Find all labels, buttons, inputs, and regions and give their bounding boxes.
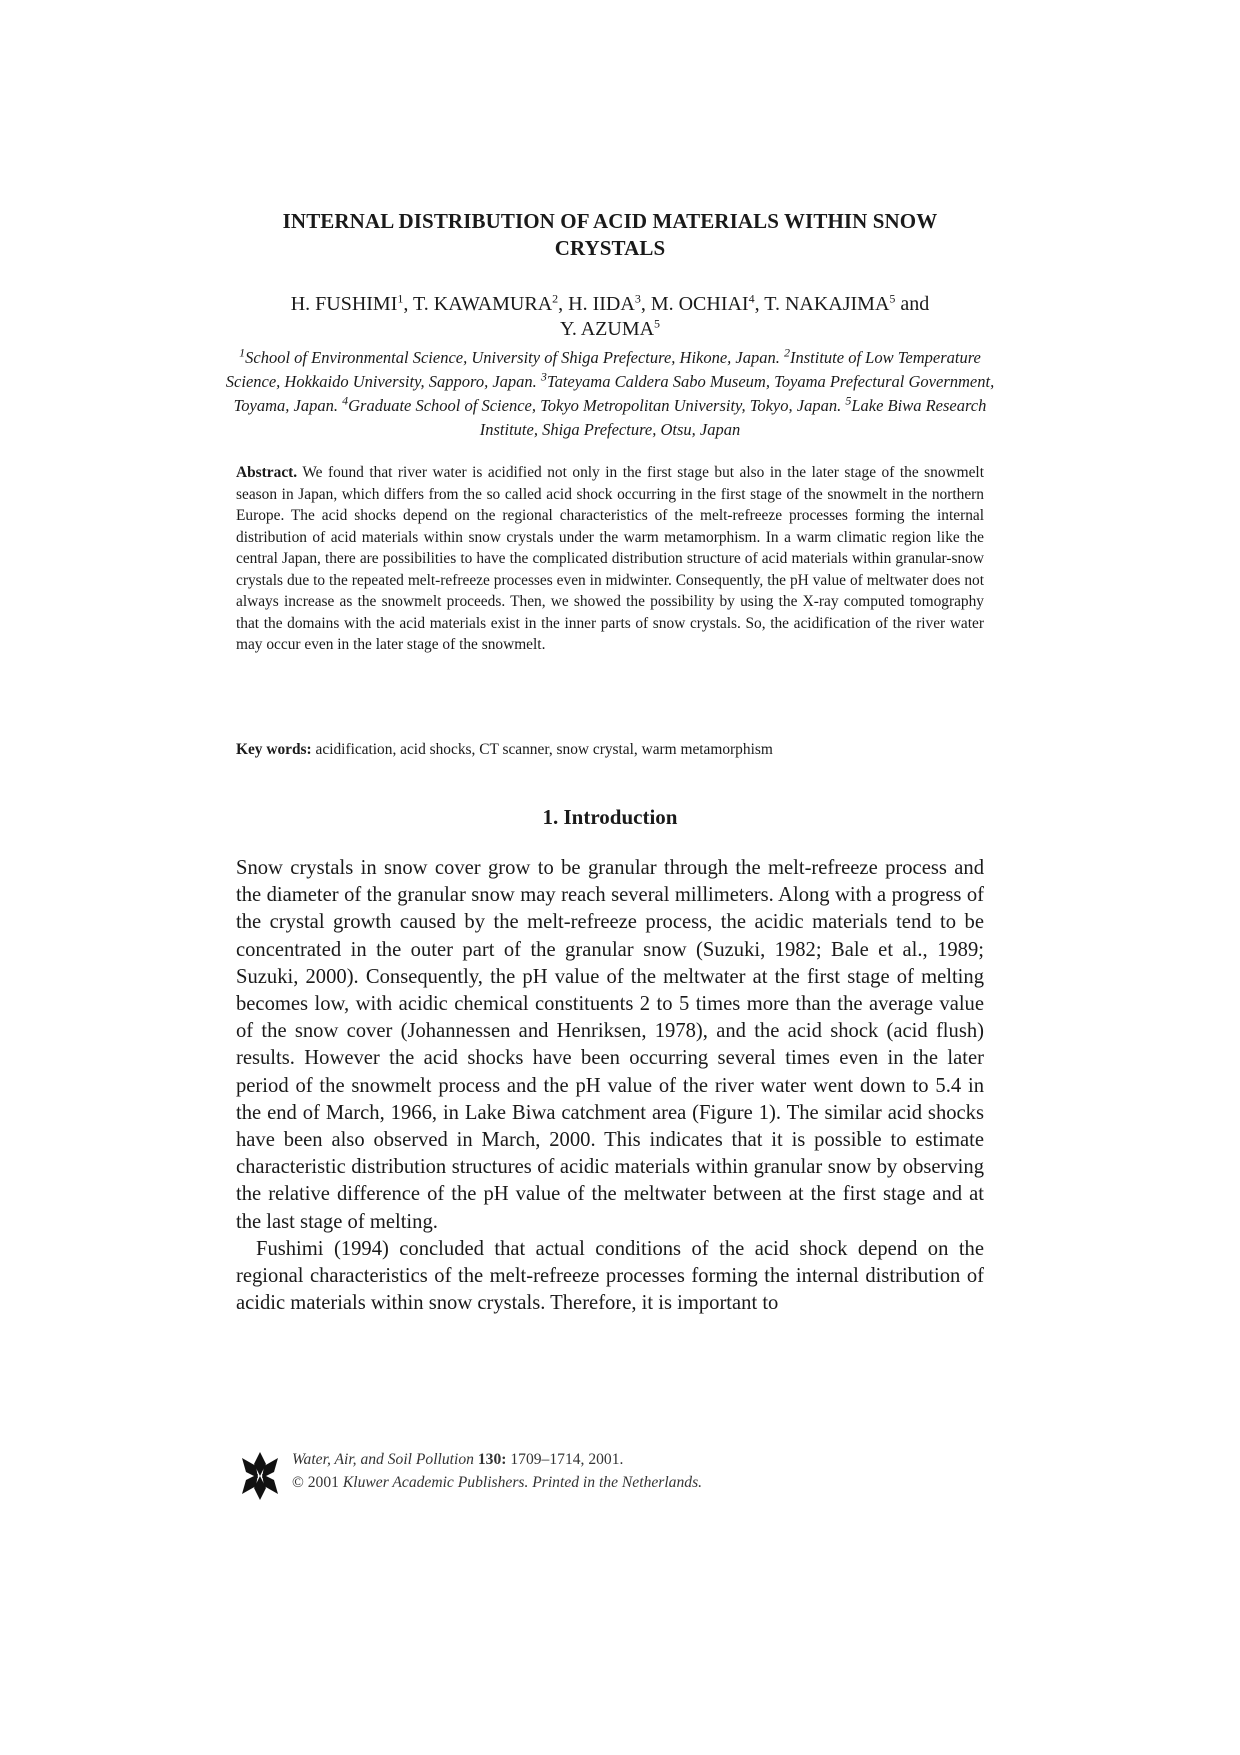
copyright-year: © 2001 <box>292 1474 339 1491</box>
journal-pages: 1709–1714, 2001. <box>510 1451 624 1468</box>
author-separator: , <box>754 293 765 315</box>
keywords-text: acidification, acid shocks, CT scanner, snow crystal, warm metamorphism <box>315 741 773 758</box>
abstract-label: Abstract. <box>236 464 298 481</box>
affil-mark: 2 <box>784 345 790 360</box>
body-paragraph: Snow crystals in snow cover grow to be granular through the melt-refreeze process and the diameter of the granular snow may reach several millimeters. Along with a progress of the crystal growth caused by the melt-refreeze process, the acidic materials tend to be concentrated in the outer part of the granular snow (Suzuki, 1982; Bale et al., 1989; Suzuki, 2000). Consequently, the pH value of the meltwater at the first stage of melting becomes low, with acidic chemical constituents 2 to 5 times more than the average value of the snow cover (Johannessen and Henriksen, 1978), and the acid shock (acid flush) results. However the acid shocks have been occurring several times even in the later period of the snowmelt process and the pH value of the river water went down to 5.4 in the end of March, 1966, in Lake Biwa catchment area (Figure 1). The similar acid shocks have been also observed in March, 2000. This indicates that it is possible to estimate characteristic distribution structures of acidic materials within granular snow by observing the relative difference of the pH value of the meltwater between at the first stage and at the last stage of melting. <box>236 857 984 1233</box>
author-separator: , <box>640 293 651 315</box>
publisher-logo-icon <box>238 1448 282 1504</box>
title-line-2: CRYSTALS <box>554 236 666 260</box>
author-name: T. NAKAJIMA <box>764 293 890 315</box>
author-name: Y. AZUMA <box>559 318 655 340</box>
affiliation-text: School of Environmental Science, University of Shiga Prefecture, Hikone, Japan. <box>245 348 780 367</box>
abstract-text: We found that river water is acidified not only in the first stage but also in the later stage of the snowmelt season in Japan, which differs from the so called acid shock occurring in the first stage of the snowmelt in the northern Europe. The acid shocks depend on the regional characteristics of the melt-refreeze processes forming the internal distribution of acid materials within snow crystals under the warm metamorphism. In a warm climatic region like the central Japan, there are possibilities to have the complicated distribution structure of acid materials within granular-snow crystals due to the repeated melt-refreeze processes even in midwinter. Consequently, the pH value of meltwater does not always increase as the snowmelt proceeds. Then, we showed the possibility by using the X-ray computed tomography that the domains with the acid materials exist in the inner parts of snow crystals. So, the acidification of the river water may occur even in the later stage of the snowmelt. <box>236 464 984 653</box>
affiliation-text: Graduate School of Science, Tokyo Metropolitan University, Tokyo, Japan. <box>348 396 842 415</box>
author-list <box>200 292 1020 342</box>
affiliations <box>220 346 1000 442</box>
body-paragraph: Fushimi (1994) concluded that actual conditions of the acid shock depend on the regional characteristics of the melt-refreeze processes forming the internal distribution of acidic materials within snow crystals. Therefore, it is important to <box>236 1237 984 1315</box>
author-affil-mark: 1 <box>397 291 404 306</box>
author-affil-mark: 5 <box>889 291 896 306</box>
affil-mark: 1 <box>239 345 246 360</box>
affil-mark: 5 <box>845 393 852 408</box>
affil-mark: 3 <box>540 369 547 384</box>
author-separator: , <box>403 293 414 315</box>
authors-line-2 <box>200 317 1020 342</box>
author-affil-mark: 3 <box>634 291 641 306</box>
author-name: M. OCHIAI <box>650 293 749 315</box>
footer-copyright <box>292 1471 702 1494</box>
author-name: T. KAWAMURA <box>413 293 553 315</box>
authors-line-1 <box>200 292 1020 317</box>
journal-volume: 130: <box>477 1451 507 1468</box>
paper-title <box>230 208 990 262</box>
affiliation-text: Lake Biwa Research Institute, Shiga Prefecture, Otsu, Japan <box>479 396 987 439</box>
affiliation-text: Institute of Low Temperature Science, Hokkaido University, Sapporo, Japan. <box>225 348 981 391</box>
publisher-name: Kluwer Academic Publishers. Printed in the Netherlands. <box>342 1474 703 1491</box>
title-line-1: INTERNAL DISTRIBUTION OF ACID MATERIALS WITHIN SNOW <box>282 209 938 233</box>
author-affil-mark: 5 <box>654 316 661 331</box>
author-separator: and <box>895 293 930 315</box>
author-name: H. FUSHIMI <box>290 293 398 315</box>
keywords <box>236 739 984 761</box>
author-name: H. IIDA <box>568 293 635 315</box>
footer-text <box>292 1448 702 1494</box>
journal-name: Water, Air, and Soil Pollution <box>292 1451 474 1468</box>
journal-footer <box>238 1448 858 1508</box>
footer-citation <box>292 1448 702 1471</box>
keywords-label: Key words: <box>236 741 312 758</box>
author-affil-mark: 4 <box>748 291 755 306</box>
section-heading: 1. Introduction <box>542 805 678 829</box>
body-text <box>236 855 984 1317</box>
affil-mark: 4 <box>342 393 349 408</box>
affiliation-text: Tateyama Caldera Sabo Museum, Toyama Prefectural Government, Toyama, Japan. <box>233 372 995 415</box>
abstract <box>236 462 984 656</box>
author-separator: , <box>558 293 569 315</box>
author-affil-mark: 2 <box>552 291 559 306</box>
